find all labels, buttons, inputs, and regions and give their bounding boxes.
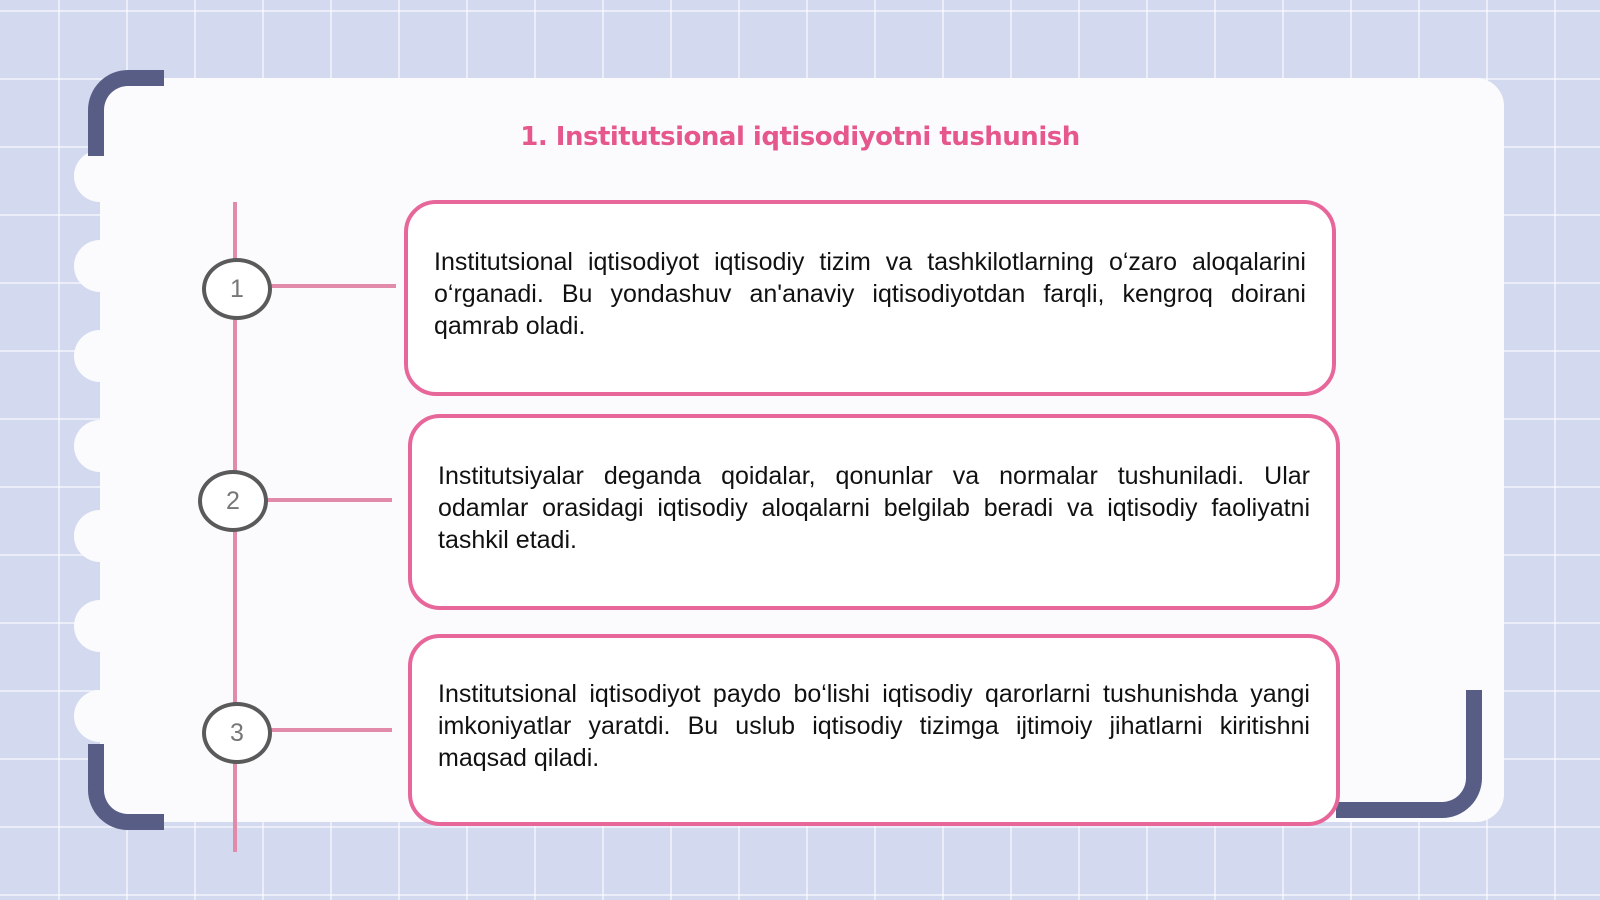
frame-corner-bottom-right bbox=[1336, 690, 1482, 818]
step-text-box-3 bbox=[408, 634, 1340, 826]
timeline-connector bbox=[266, 728, 392, 732]
paper-scallop bbox=[74, 330, 126, 382]
paper-scallop bbox=[74, 240, 126, 292]
step-text-box-1 bbox=[404, 200, 1336, 396]
frame-corner-bottom-left bbox=[88, 744, 164, 830]
step-text-box-2 bbox=[408, 414, 1340, 610]
paper-scallop bbox=[74, 510, 126, 562]
paper-scallop bbox=[74, 150, 126, 202]
step-text-3: Institutsional iqtisodiyot paydo bo‘lishi iqtisodiy qarorlarni tushunishda yangi imkoniyatlar yaratdi. Bu uslub iqtisodiy tizimga ijtimoiy jihatlarni kiritishni maqsad qiladi. bbox=[438, 680, 1310, 772]
step-number-1: 1 bbox=[202, 258, 272, 320]
step-number-3: 3 bbox=[202, 702, 272, 764]
page-title: 1. Institutsional iqtisodiyotni tushunish bbox=[520, 122, 1080, 152]
step-number-2: 2 bbox=[198, 470, 268, 532]
paper-scallop bbox=[74, 600, 126, 652]
timeline-connector bbox=[262, 498, 392, 502]
paper-scallop bbox=[74, 420, 126, 472]
step-text-1: Institutsional iqtisodiyot iqtisodiy tizim va tashkilotlarning o‘zaro aloqalarini o‘rganadi. Bu yondashuv an'anaviy iqtisodiyotdan farqli, kengroq doirani qamrab oladi. bbox=[434, 248, 1306, 340]
step-text-2: Institutsiyalar deganda qoidalar, qonunlar va normalar tushuniladi. Ular odamlar orasidagi iqtisodiy aloqalarni belgilab beradi va iqtisodiy faoliyatni tashkil etadi. bbox=[438, 462, 1310, 554]
timeline-connector bbox=[266, 284, 396, 288]
paper-scallop bbox=[74, 690, 126, 742]
